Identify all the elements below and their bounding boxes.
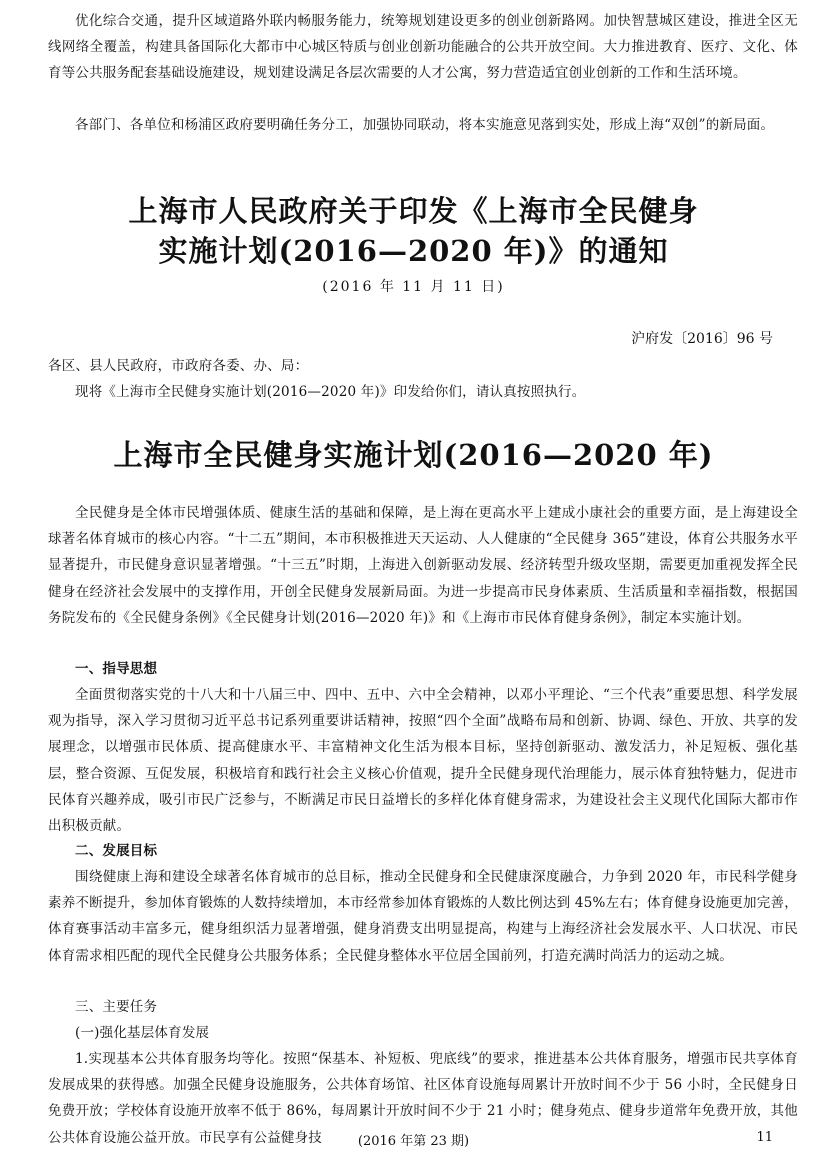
notice-title-line-1: 上海市人民政府关于印发《上海市全民健身 <box>128 194 699 228</box>
section-1-heading: 一、指导思想 <box>75 661 158 677</box>
page-number: 11 <box>756 1130 773 1145</box>
item-1-text: 1.实现基本公共体育服务均等化。按照“保基本、补短板、兜底线”的要求，推进基本公共体育服务，增强市民共享体育发展成果的获得感。加强全民健身设施服务，公共体育场馆、社区体育设施每周累计开放时间不少于 56 小时，全民健身日免费开放；学校体育设施开放率不低于 86%，每周累计开放时间不少于 21 小时；健身苑点、健身步道常年免费开放，其他公共体育设施公益开放。市民享有公益健身技 <box>48 1051 798 1146</box>
document-number: 沪府发〔2016〕96 号 <box>631 331 773 347</box>
footer-issue: (2016 年第 23 期) <box>357 1134 470 1149</box>
notice-addressee: 各区、县人民政府，市政府各委、办、局： <box>48 358 309 374</box>
notice-body: 现将《上海市全民健身实施计划(2016—2020 年)》印发给你们，请认真按照执行。 <box>75 384 586 400</box>
subsection-1-heading: (一)强化基层体育发展 <box>75 1025 210 1041</box>
plan-title: 上海市全民健身实施计划(2016—2020 年) <box>113 438 714 472</box>
notice-title-line-2: 实施计划(2016—2020 年)》的通知 <box>158 234 669 268</box>
intro-paragraph-2: 各部门、各单位和杨浦区政府要明确任务分工，加强协同联动，将本实施意见落到实处，形成上海“双创”的新局面。 <box>75 117 775 133</box>
section-3-heading: 三、主要任务 <box>75 999 158 1015</box>
section-2-heading: 二、发展目标 <box>75 843 158 859</box>
section-1-text: 全面贯彻落实党的十八大和十八届三中、四中、五中、六中全会精神，以邓小平理论、“三个代表”重要思想、科学发展观为指导，深入学习贯彻习近平总书记系列重要讲话精神，按照“四个全面”战略布局和创新、协调、绿色、开放、共享的发展理念，以增强市民体质、提高健康水平、丰富精神文化生活为根本目标，坚持创新驱动、激发活力，补足短板、强化基层，整合资源、互促发展，积极培育和践行社会主义核心价值观，提升全民健身现代治理能力，展示体育独特魅力，促进市民体育兴趣养成，吸引市民广泛参与，不断满足市民日益增长的多样化体育健身需求，为建设社会主义现代化国际大都市作出积极贡献。 <box>48 687 798 835</box>
section-2-text: 围绕健康上海和建设全球著名体育城市的总目标，推动全民健身和全民健康深度融合，力争到 2020 年，市民科学健身素养不断提升，参加体育锻炼的人数持续增加，本市经常参加体育锻炼的人数比例达到 45%左右；体育健身设施更加完善，体育赛事活动丰富多元，健身组织活力显著增强，健身消费支出明显提高，构建与上海经济社会发展水平、人口状况、市民体育需求相匹配的现代全民健身公共服务体系；全民健身整体水平位居全国前列，打造充满时尚活力的运动之城。 <box>48 869 798 964</box>
notice-date: (2016 年 11 月 11 日) <box>322 279 505 295</box>
intro-paragraph-1: 优化综合交通，提升区域道路外联内畅服务能力，统筹规划建设更多的创业创新路网。加快智慧城区建设，推进全区无线网络全覆盖，构建具备国际化大都市中心城区特质与创业创新功能融合的公共开放空间。大力推进教育、医疗、文化、体育等公共服务配套基础设施建设，规划建设满足各层次需要的人才公寓，努力营造适宜创业创新的工作和生活环境。 <box>48 13 798 82</box>
plan-preface: 全民健身是全体市民增强体质、健康生活的基础和保障，是上海在更高水平上建成小康社会的重要方面，是上海建设全球著名体育城市的核心内容。“十二五”期间，本市积极推进天天运动、人人健康的“全民健身 365”建设，体育公共服务水平显著提升，市民健身意识显著增强。“十三五”时期，上海进入创新驱动发展、经济转型升级攻坚期，需要更加重视发挥全民健身在经济社会发展中的支撑作用，开创全民健身发展新局面。为进一步提高市民身体素质、生活质量和幸福指数，根据国务院发布的《全民健身条例》《全民健身计划(2016—2020 年)》和《上海市市民体育健身条例》，制定本实施计划。 <box>48 505 798 626</box>
